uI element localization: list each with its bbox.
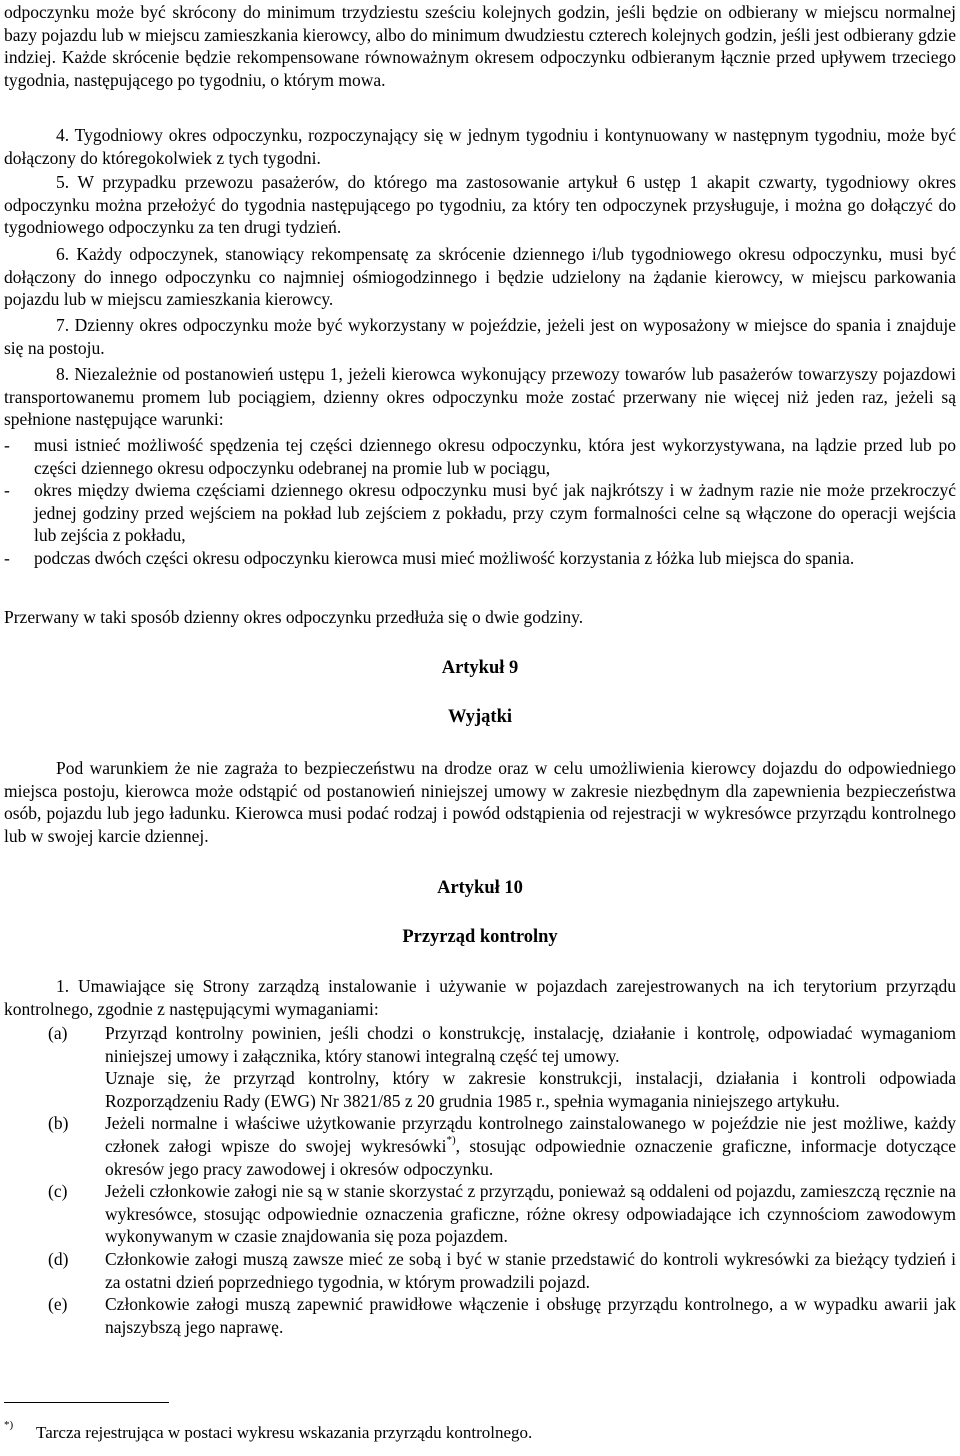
list-item-text-part: , stosując odpowiednie oznaczenie graficzne, informacje dotyczące okresów jego pracy zawodowej i okresów odpoczynku. xyxy=(105,1135,956,1179)
list-item-text: Uznaje się, że przyrząd kontrolny, który w zakresie konstrukcji, instalacji, działania i kontroli odpowiada Rozporządzeniu Rady (EWG) Nr 3821/85 z 20 grudnia 1985 r., spełnia wymagania niniejszego artykułu. xyxy=(105,1068,956,1111)
conditions-list xyxy=(4,434,956,570)
list-item-c xyxy=(4,1180,956,1248)
list-marker: (a) xyxy=(48,1023,68,1043)
footnote xyxy=(4,1419,533,1444)
list-item-text: Członkowie załogi muszą zapewnić prawidłowe włączenie i obsługę przyrządu kontrolnego, a w wypadku awarii jak najszybszą jego naprawę. xyxy=(105,1294,956,1337)
paragraph-continuation: odpoczynku może być skrócony do minimum trzydziestu sześciu kolejnych godzin, jeśli będzie on odbierany w miejscu normalnej bazy pojazdu lub w miejscu zamieszkania kierowcy, albo do minimum dwudziestu czterech kolejnych godzin, jeśli jest odbierany gdzie indziej. Każde skrócenie będzie rekompensowane równoważnym okresem odpoczynku odbieranym łącznie przed upływem trzeciego tygodnia, następującego po tygodniu, o którym mowa. xyxy=(4,2,956,90)
list-item-text: Członkowie załogi muszą zawsze mieć ze sobą i być w stanie przedstawić do kontroli wykresówki za bieżący tydzień i za ostatni dzień poprzedniego tygodnia, w którym prowadzili pojazd. xyxy=(105,1248,956,1292)
list-item-b xyxy=(4,1112,956,1180)
list-marker: (d) xyxy=(48,1248,69,1269)
paragraph-8-closing: Przerwany w taki sposób dzienny okres odpoczynku przedłuża się o dwie godziny. xyxy=(4,607,584,627)
article-9-heading: Artykuł 9 xyxy=(441,658,519,678)
paragraph-5: 5. W przypadku przewozu pasażerów, do którego ma zastosowanie artykuł 6 ustęp 1 akapit czwarty, tygodniowy okres odpoczynku można przełożyć do tygodnia następującego po tygodniu, za który ten odpoczynek przysługuje, i można go dołączyć do tygodniowego odpoczynku za ten drugi tydzień. xyxy=(4,172,956,238)
list-item-text: Przyrząd kontrolny powinien, jeśli chodzi o konstrukcję, instalację, działanie i kontrolę, odpowiadać wymaganiom niniejszej umowy i załącznika, który stanowi integralną część tej umowy. xyxy=(105,1023,956,1066)
article-10-heading: Artykuł 10 xyxy=(437,878,523,898)
footnote-reference: *) xyxy=(446,1134,456,1147)
list-dash: - xyxy=(4,480,10,501)
list-item-text: okres między dwiema częściami dziennego okresu odpoczynku musi być jak najkrótszy i w żadnym razie nie może przekroczyć jednej godziny przed wejściem na pokład lub zejściem z pokładu, przy czym formalności celne są włączone do operacji wejścia lub zejścia z pokładu, xyxy=(34,480,956,546)
list-item-text: podczas dwóch części okresu odpoczynku kierowca musi mieć możliwość korzystania z łóżka lub miejsca do spania. xyxy=(34,547,855,568)
list-dash: - xyxy=(4,435,10,455)
list-item xyxy=(4,434,956,479)
list-marker: (c) xyxy=(48,1181,68,1202)
footnote-text: Tarcza rejestrująca w postaci wykresu wskazania przyrządu kontrolnego. xyxy=(36,1423,533,1442)
footnote-mark: *) xyxy=(4,1419,14,1431)
footnote-divider xyxy=(4,1402,169,1403)
list-item xyxy=(4,547,956,570)
list-item-e xyxy=(4,1293,956,1338)
article-9-body: Pod warunkiem że nie zagraża to bezpieczeństwu na drodze oraz w celu umożliwienia kierowcy dojazdu do odpowiedniego miejsca postoju, kierowca może odstąpić od postanowień niniejszej umowy w zakresie niezbędnym dla zapewnienia bezpieczeństwa osób, pojazdu lub jego ładunku. Kierowca musi podać rodzaj i powód odstąpienia od rejestracji w wykresówce przyrządu kontrolnego lub w swojej karcie dziennej. xyxy=(4,758,956,846)
list-marker: (e) xyxy=(48,1294,68,1315)
paragraph-4: 4. Tygodniowy okres odpoczynku, rozpoczynający się w jednym tygodniu i kontynuowany w następnym tygodniu, może być dołączony do któregokolwiek z tych tygodni. xyxy=(4,125,956,168)
article-10-paragraph-1: 1. Umawiające się Strony zarządzą instalowanie i używanie w pojazdach zarejestrowanych na ich terytorium przyrządu kontrolnego, zgodnie z następującymi wymaganiami: xyxy=(4,976,956,1019)
list-item-d xyxy=(4,1248,956,1293)
list-item-text: Jeżeli członkowie załogi nie są w stanie skorzystać z przyrządu, ponieważ są oddaleni od pojazdu, zamieszczą ręcznie na wykresówce, stosując odpowiednie oznaczenia graficzne, różne okresy odpowiadające ich czynnościom zawodowym wykonywanym w czasie znajdowania się poza pojazdem. xyxy=(105,1181,956,1247)
list-dash: - xyxy=(4,547,10,568)
article-9-title: Wyjątki xyxy=(447,707,513,727)
list-item-text xyxy=(105,1113,956,1178)
list-item xyxy=(4,479,956,547)
list-item-text: musi istnieć możliwość spędzenia tej części dziennego okresu odpoczynku, która jest wykorzystywana, na lądzie przed lub po części dziennego okresu odpoczynku odebranej na promie lub w pociągu, xyxy=(34,435,956,478)
paragraph-8: 8. Niezależnie od postanowień ustępu 1, jeżeli kierowca wykonujący przewozy towarów lub pasażerów towarzyszy pojazdowi transportowanemu promem lub pociągiem, dzienny okres odpoczynku może zostać przerwany nie więcej niż jeden raz, jeżeli są spełnione następujące warunki: xyxy=(4,364,956,430)
list-item-text-part: Jeżeli normalne i właściwe użytkowanie przyrządu kontrolnego zainstalowanego w pojeździe nie jest możliwe, każdy członek załogi wpisze do swojej wykresówki xyxy=(105,1113,956,1156)
requirements-list xyxy=(4,1022,956,1338)
paragraph-7: 7. Dzienny okres odpoczynku może być wykorzystany w pojeździe, jeżeli jest on wyposażony w miejsce do spania i znajduje się na postoju. xyxy=(4,315,956,358)
list-item-a xyxy=(4,1022,956,1067)
list-marker: (b) xyxy=(48,1113,69,1134)
list-item-a-continued xyxy=(4,1067,956,1112)
paragraph-6: 6. Każdy odpoczynek, stanowiący rekompensatę za skrócenie dziennego i/lub tygodniowego okresu odpoczynku, musi być dołączony do innego odpoczynku co najmniej ośmiogodzinnego i będzie udzielony na żądanie kierowcy, w miejscu parkowania pojazdu lub w miejscu zamieszkania kierowcy. xyxy=(4,244,956,310)
article-10-title: Przyrząd kontrolny xyxy=(402,927,558,947)
